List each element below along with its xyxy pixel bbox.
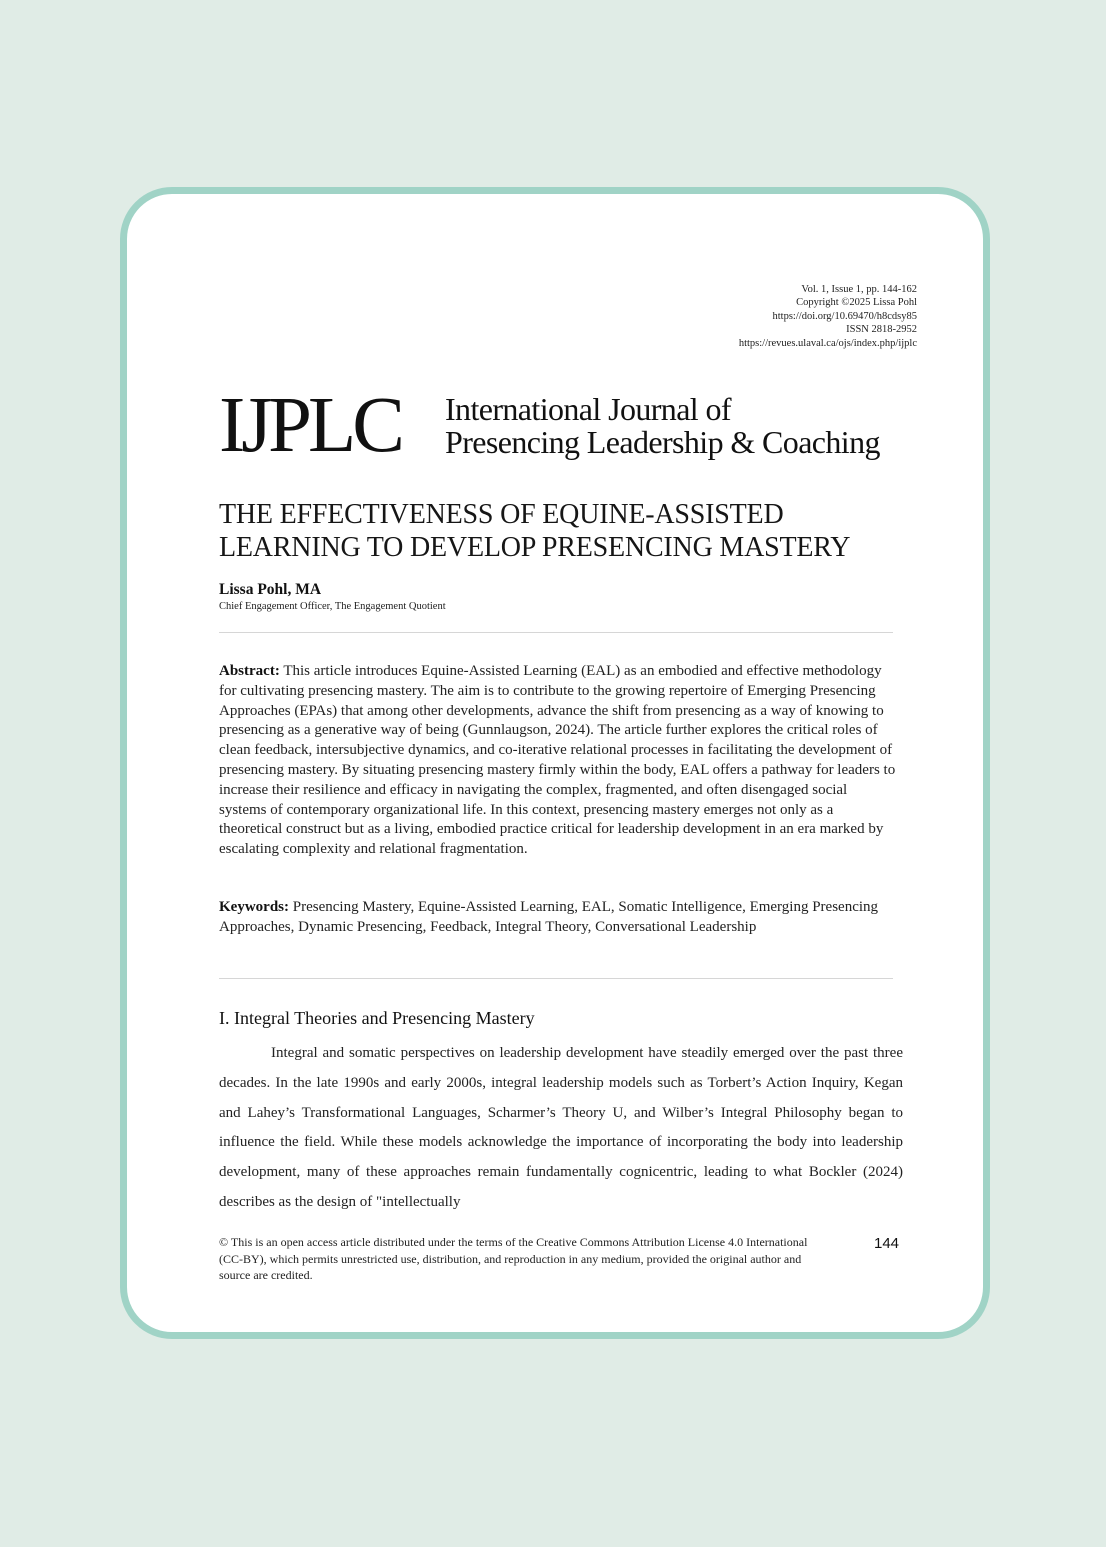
article-title-line-2: LEARNING TO DEVELOP PRESENCING MASTERY [219, 532, 851, 563]
author-affiliation: Chief Engagement Officer, The Engagement Quotient [219, 601, 446, 612]
journal-name [445, 393, 880, 459]
page-number: 144 [874, 1235, 900, 1252]
issn-info: ISSN 2818-2952 [846, 324, 917, 336]
journal-name-line-1: International Journal of [445, 391, 731, 427]
copyright-info: Copyright ©2025 Lissa Pohl [796, 297, 917, 309]
journal-url-link[interactable]: https://revues.ulaval.ca/ojs/index.php/ijplc [738, 337, 917, 349]
article-title-line-1: THE EFFECTIVENESS OF EQUINE-ASSISTED [219, 499, 784, 530]
body-paragraph: Integral and somatic perspectives on leadership development have steadily emerged over the past three decades. In the late 1990s and early 2000s, integral leadership models such as Torbert’s Action Inquiry, Kegan and Lahey’s Transformational Languages, Scharmer’s Theory U, and Wilber’s Integral Philosophy began to influence the field. While these models acknowledge the importance of incorporating the body into leadership development, many of these approaches remain fundamentally cognicentric, leading to what Bockler (2024) describes as the design of "intellectually [219, 1045, 903, 1210]
keywords [219, 898, 897, 938]
keywords-label: Keywords: [219, 899, 289, 915]
abstract-text: This article introduces Equine-Assisted Learning (EAL) as an embodied and effective methodology for cultivating presencing mastery. The aim is to contribute to the growing repertoire of Emerging Presencing Approaches (EPAs) that among other developments, advance the shift from presencing as a way of knowing to presencing as a generative way of being (Gunnlaugson, 2024). The article further explores the critical roles of clean feedback, intersubjective dynamics, and co-iterative relational processes in facilitating the development of presencing mastery. By situating presencing mastery firmly within the body, EAL offers a pathway for leaders to increase their resilience and efficacy in navigating the complex, fragmented, and often disengaged social systems of contemporary organizational life. In this context, presencing mastery emerges not only as a theoretical construct but as a living, embodied practice critical for leadership development in an era marked by escalating complexity and relational fragmentation. [219, 663, 896, 858]
divider-top [219, 632, 893, 633]
journal-logo-acronym: IJPLC [219, 382, 401, 469]
section-heading: I. Integral Theories and Presencing Mastery [219, 1008, 535, 1028]
article-page [120, 187, 990, 1339]
volume-info: Vol. 1, Issue 1, pp. 144-162 [801, 284, 917, 295]
keywords-text: Presencing Mastery, Equine-Assisted Learning, EAL, Somatic Intelligence, Emerging Presencing Approaches, Dynamic Presencing, Feedback, Integral Theory, Conversational Leadership [219, 899, 879, 935]
article-title [219, 498, 919, 564]
author-name: Lissa Pohl, MA [219, 581, 322, 598]
journal-name-line-2: Presencing Leadership & Coaching [445, 424, 880, 460]
divider-bottom [219, 978, 893, 979]
publication-meta [739, 283, 917, 350]
doi-link[interactable]: https://doi.org/10.69470/h8cdsy85 [772, 310, 917, 322]
abstract-label: Abstract: [219, 663, 280, 679]
license-notice: © This is an open access article distributed under the terms of the Creative Commons Attribution License 4.0 International (CC-BY), which permits unrestricted use, distribution, and reproduction in any medium, provided the original author and source are credited. [219, 1235, 808, 1282]
abstract [219, 662, 897, 860]
journal-masthead [219, 382, 909, 469]
